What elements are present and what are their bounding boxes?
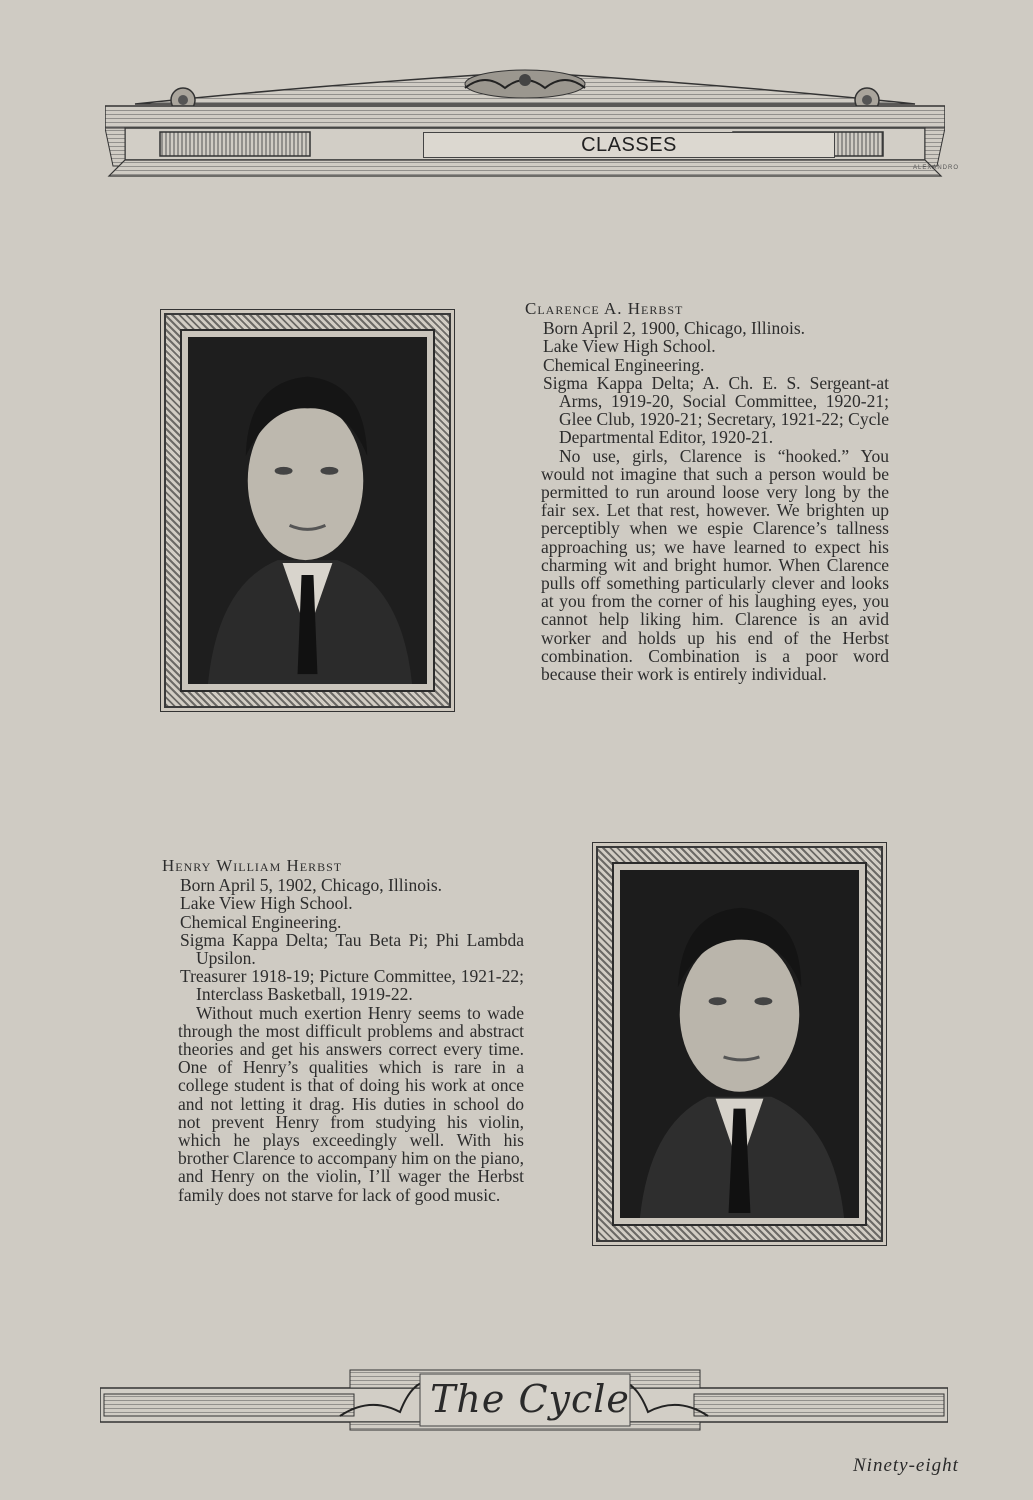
section-title: CLASSES <box>423 132 835 158</box>
major-line: Chemical Engineering. <box>543 354 705 375</box>
activities: Sigma Kappa Delta; A. Ch. E. S. Sergeant-at Arms, 1919-20, Social Committee, 1920-21; Glee Club, 1920-21; Secretary, 1921-22; Cycle Departmental Editor, 1920-21. <box>543 372 889 448</box>
header-ornament <box>105 66 960 178</box>
bio-clarence <box>525 300 889 683</box>
photo <box>188 337 427 684</box>
footer-ornament <box>100 1368 948 1436</box>
major-line: Chemical Engineering. <box>180 911 342 932</box>
person-name: Clarence A. Herbst <box>525 299 684 318</box>
publication-title: The Cycle <box>430 1377 630 1421</box>
bio-henry <box>162 857 524 1204</box>
activities: Sigma Kappa Delta; Tau Beta Pi; Phi Lambda Upsilon. <box>180 929 524 969</box>
birth-line: Born April 2, 1900, Chicago, Illinois. <box>543 318 806 339</box>
birth-line: Born April 5, 1902, Chicago, Illinois. <box>180 875 443 896</box>
school-line: Lake View High School. <box>180 893 353 914</box>
person-silhouette <box>620 870 859 1218</box>
activities-offices: Treasurer 1918-19; Picture Committee, 1921-22; Interclass Basketball, 1919-22. <box>180 966 524 1005</box>
maker-mark: ALEXANDRO <box>913 165 960 171</box>
person-silhouette <box>188 337 427 684</box>
ornament-graphic <box>105 66 945 178</box>
description-paragraph: Without much exertion Henry seems to wade through the most difficult problems and abstract theories and get his answers correct every time. One of Henry’s qualities which is rare in a college student is that of doing his work at once and not letting it drag. His duties in school do not prevent Henry from studying his violin, which he plays exceedingly well. With his brother Clarence to accompany him on the piano, and Henry on the violin, I’ll wager the Herbst family does not starve for lack of good music. <box>178 1002 524 1205</box>
portrait-clarence <box>160 309 455 712</box>
description-paragraph: No use, girls, Clarence is “hooked.” You would not imagine that such a person would be permitted to run around loose very long by the fair sex. Let that rest, however. We brighten up perceptibly when we espie Clarence’s tallness approaching us; we have learned to expect his charming wit and bright humor. When Clarence pulls off something particularly clever and looks at you from the corner of his laughing eyes, you cannot help liking him. Clarence is an avid worker and holds up his end of the Herbst combination. Combination is a poor word because their work is entirely individual. <box>541 445 889 685</box>
photo <box>620 870 859 1218</box>
page-number: Ninety-eight <box>853 1455 959 1476</box>
portrait-henry <box>592 842 887 1246</box>
school-line: Lake View High School. <box>543 336 716 357</box>
person-name: Henry William Herbst <box>162 856 343 875</box>
